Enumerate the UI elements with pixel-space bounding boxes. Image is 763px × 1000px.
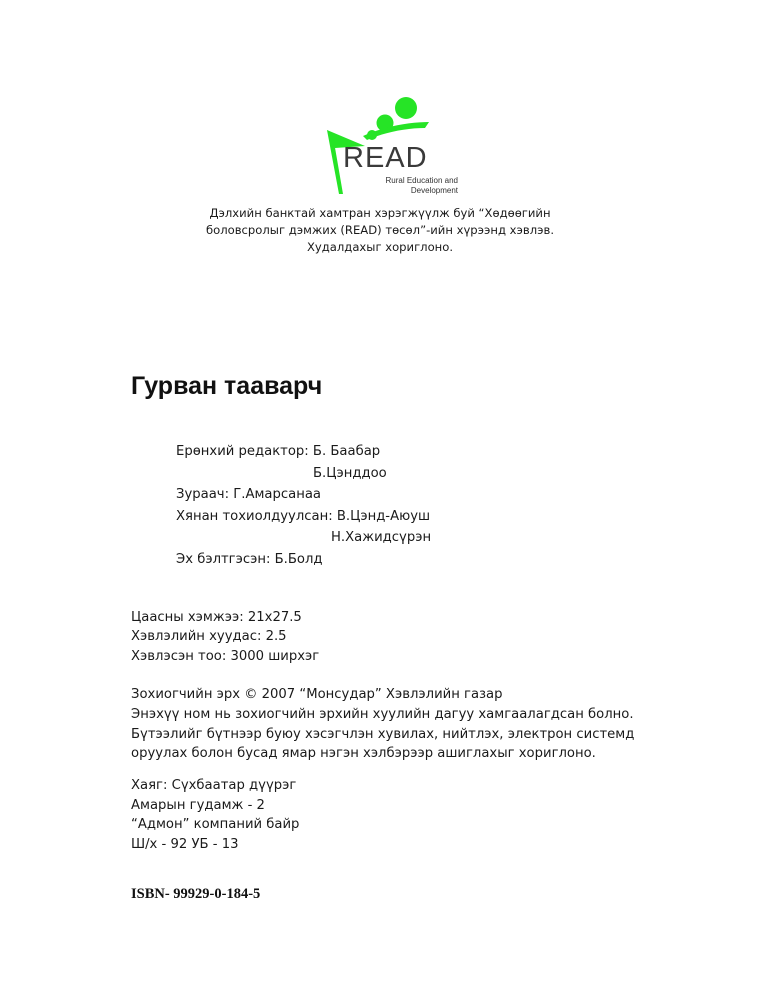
address-line: Ш/х - 92 УБ - 13 [131,837,239,852]
logo-subtitle [348,176,458,196]
illustrator-line: Зураач: Г.Амарсанаа [176,487,321,502]
print-run-line: Хэвлэсэн тоо: 3000 ширхэг [131,649,320,664]
preparer-line: Эх бэлтгэсэн: Б.Болд [176,552,323,567]
editor-line: Ерөнхий редактор: Б. Баабар [176,444,381,459]
book-title: Гурван тааварч [131,372,323,400]
reviewer-line: Хянан тохиолдуулсан: В.Цэнд-Аюуш [176,509,431,524]
copyright-line: Зохиогчийн эрх © 2007 “Монсудар” Хэвлэлийн газар [131,687,503,702]
address-line: “Адмон” компаний байр [131,817,300,832]
copyright-line: Энэхүү ном нь зохиогчийн эрхийн хуулийн дагуу хамгаалагдсан болно. [131,707,634,722]
reviewer-second-line: Н.Хажидсүрэн [331,530,432,545]
address-line: Хаяг: Сүхбаатар дүүрэг [131,778,297,793]
funding-notice [180,205,580,256]
copyright-line: оруулах болон бусад ямар нэгэн хэлбэрээр ашиглахыг хориглоно. [131,746,596,761]
paper-size-line: Цаасны хэмжээ: 21x27.5 [131,610,302,625]
read-logo [325,92,458,202]
notice-line: Дэлхийн банктай хамтран хэрэгжүүлж буй “Хөдөөгийн [209,206,551,220]
printed-sheets-line: Хэвлэлийн хуудас: 2.5 [131,629,287,644]
logo-subtitle-line: Rural Education and [385,176,458,185]
copyright-line: Бүтээлийг бүтнээр буюу хэсэгчлэн хувилах, нийтлэх, электрон системд [131,727,635,742]
notice-line: боловсролыг дэмжих (READ) төсөл”-ийн хүрээнд хэвлэв. [205,223,555,237]
logo-wordmark: READ [343,142,428,174]
editor-second-line: Б.Цэнддоо [313,466,387,481]
address-line: Амарын гудамж - 2 [131,798,265,813]
isbn: ISBN- 99929-0-184-5 [131,886,261,902]
notice-line: Худалдахыг хориглоно. [306,240,454,254]
logo-subtitle-line: Development [410,186,458,195]
